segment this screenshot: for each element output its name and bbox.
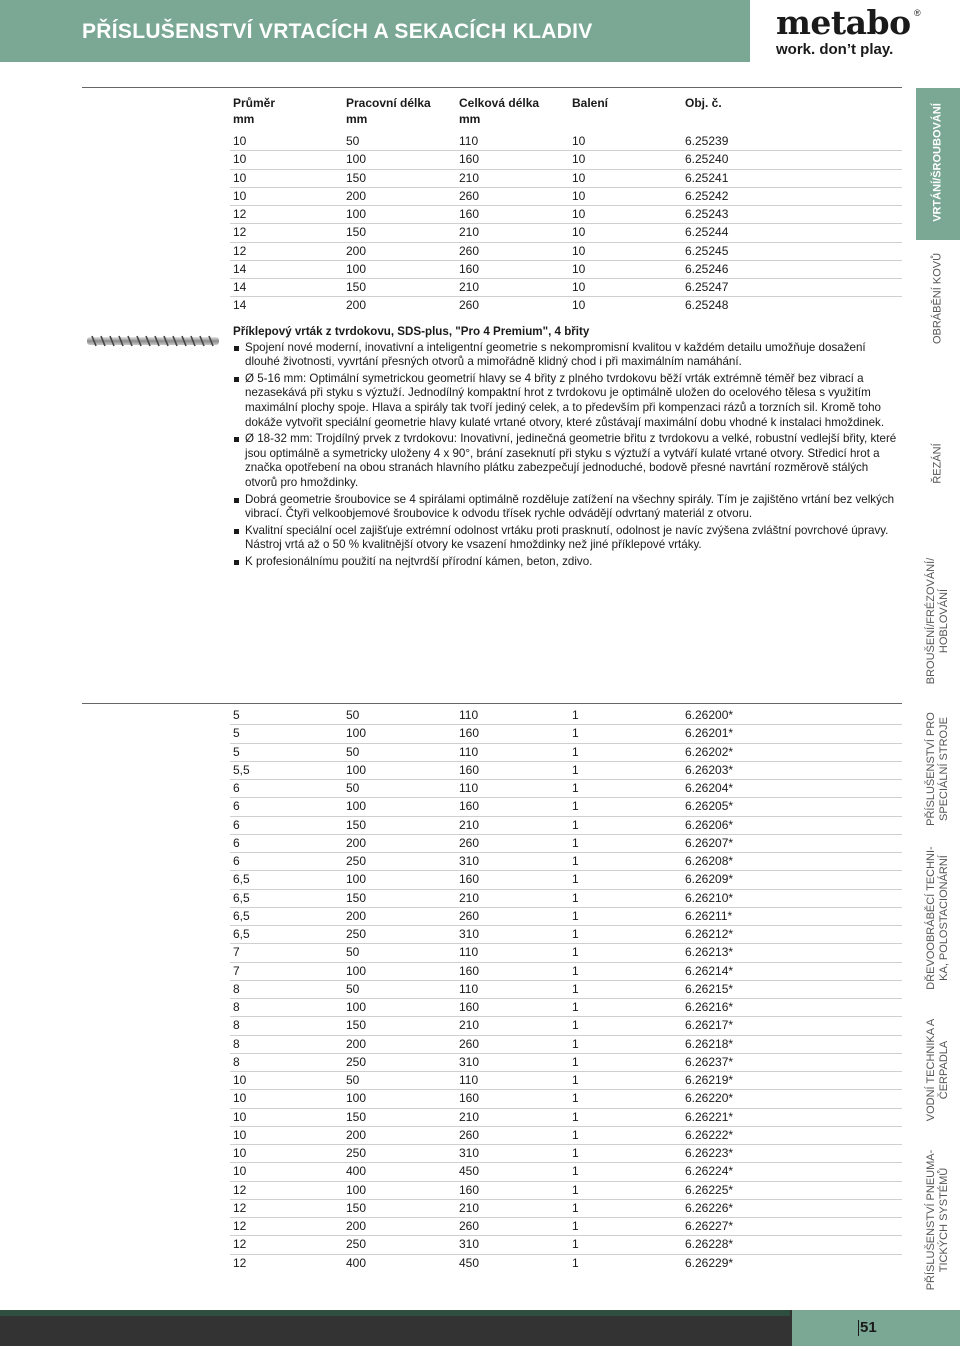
table-cell: 10 bbox=[233, 1109, 247, 1124]
header-divider bbox=[82, 87, 902, 88]
table-cell: 6 bbox=[233, 854, 240, 868]
table-cell: 100 bbox=[346, 872, 367, 887]
table-cell: 100 bbox=[346, 799, 367, 814]
side-tab[interactable]: BROUŠENÍ/FRÉZOVÁNÍ/ HOBLOVÁNÍ bbox=[925, 557, 950, 685]
table-cell: 100 bbox=[346, 726, 367, 741]
table-row bbox=[233, 907, 902, 925]
table-row bbox=[233, 1035, 902, 1053]
table-cell: 6.26201* bbox=[685, 726, 734, 741]
feature-item: K profesionálnímu použití na nejtvrdší přírodní kámen, beton, zdivo. bbox=[233, 555, 901, 570]
table-cell: 8 bbox=[233, 1018, 240, 1033]
table-cell: 10 bbox=[572, 188, 586, 203]
table-cell: 6.26223* bbox=[685, 1146, 734, 1160]
table-row bbox=[233, 706, 902, 724]
table-row bbox=[233, 1217, 902, 1235]
table-cell: 50 bbox=[346, 781, 360, 795]
table-cell: 160 bbox=[459, 762, 480, 777]
table-cell: 200 bbox=[346, 835, 367, 850]
table-cell: 6.25247 bbox=[685, 280, 729, 294]
table-cell: 10 bbox=[572, 152, 586, 167]
table-cell: 6.26214* bbox=[685, 963, 734, 978]
feature-item: Ø 18-32 mm: Trojdílný prvek z tvrdokovu: Inovativní, jedinečná geometrie břitu z tvrdokovu a velké, robustní vedlejší břity, které jsou optimálně a symetricky uloženy 4 x 90°, brání zaseknutí při styku s výztuží a vytváří kulaté vrtané otvory. Středicí hrot a značka opotřebení na obou stranách hlavního plátku zabezpečují jednoduché, bodově přesné navrtání rozměrově stálých otvorů pro hmoždinky. bbox=[233, 432, 901, 490]
product-title: Příklepový vrták z tvrdokovu, SDS-plus, "Pro 4 Premium", 4 břity bbox=[233, 325, 590, 338]
table-cell: 310 bbox=[459, 1146, 480, 1160]
table-cell: 6.26208* bbox=[685, 854, 734, 868]
table-cell: 210 bbox=[459, 280, 480, 294]
table-cell: 10 bbox=[572, 225, 586, 240]
table-cell: 1 bbox=[572, 1018, 579, 1033]
feature-item: Spojení nové moderní, inovativní a inteligentní geometrie s nekompromisní kvalitou v každém detailu umožňuje dosažení dlouhé životnosti, vyvrtání přesných otvorů a mimořádně klidný chod i při maximálním namáhání. bbox=[233, 341, 901, 370]
table-cell: 6.26211* bbox=[685, 908, 733, 923]
feature-list bbox=[233, 341, 901, 570]
table-row bbox=[233, 278, 902, 296]
column-header-working-length: Pracovní délka mm bbox=[346, 96, 431, 126]
table-cell: 10 bbox=[233, 1073, 247, 1087]
page-number: 51 bbox=[860, 1319, 877, 1336]
table-cell: 1 bbox=[572, 1091, 579, 1106]
table-cell: 210 bbox=[459, 890, 480, 905]
table-cell: 150 bbox=[346, 817, 367, 832]
table-row bbox=[233, 889, 902, 907]
table-cell: 210 bbox=[459, 817, 480, 832]
table-cell: 10 bbox=[233, 1146, 247, 1160]
table-cell: 6 bbox=[233, 817, 240, 832]
table-cell: 6 bbox=[233, 781, 240, 795]
table-cell: 12 bbox=[233, 1200, 247, 1215]
table-cell: 210 bbox=[459, 225, 480, 240]
table-row bbox=[233, 260, 902, 278]
table-cell: 6.26237* bbox=[685, 1054, 734, 1069]
table-row bbox=[233, 296, 902, 314]
table-cell: 260 bbox=[459, 1127, 480, 1142]
table-cell: 1 bbox=[572, 1200, 579, 1215]
table-cell: 10 bbox=[572, 261, 586, 276]
table-cell: 12 bbox=[233, 1255, 247, 1270]
table-cell: 6,5 bbox=[233, 908, 250, 923]
table-cell: 1 bbox=[572, 1219, 579, 1233]
table-cell: 1 bbox=[572, 817, 579, 832]
table-cell: 6.26227* bbox=[685, 1219, 734, 1233]
table-cell: 6.26225* bbox=[685, 1182, 734, 1197]
table-row bbox=[233, 834, 902, 852]
feature-item: Kvalitní speciální ocel zajišťuje extrémní odolnost vrtáku proti prasknutí, odolnost je navíc zvýšena zvláštní povrchové úpravy. Nástroj vrtá až o 50 % kvalitnější otvory ke vsazení hmoždinky než jiné příklepové vrtáky. bbox=[233, 524, 901, 553]
table-cell: 6.26221* bbox=[685, 1109, 734, 1124]
table-cell: 160 bbox=[459, 872, 480, 887]
table-cell: 6.26213* bbox=[685, 945, 734, 960]
table-cell: 10 bbox=[233, 152, 247, 167]
table-cell: 50 bbox=[346, 981, 360, 996]
table-cell: 250 bbox=[346, 1054, 367, 1069]
table-cell: 1 bbox=[572, 1164, 579, 1179]
table-cell: 10 bbox=[233, 1164, 247, 1179]
table-cell: 1 bbox=[572, 1182, 579, 1197]
table-row bbox=[233, 1016, 902, 1034]
table-cell: 450 bbox=[459, 1255, 480, 1270]
table-cell: 210 bbox=[459, 1109, 480, 1124]
table-row bbox=[233, 1235, 902, 1253]
column-header-pack: Balení bbox=[572, 96, 609, 110]
table-cell: 1 bbox=[572, 799, 579, 814]
table-cell: 6.25242 bbox=[685, 188, 729, 203]
table-cell: 250 bbox=[346, 854, 367, 868]
table-cell: 310 bbox=[459, 854, 480, 868]
table-cell: 1 bbox=[572, 762, 579, 777]
table-cell: 6.26219* bbox=[685, 1073, 734, 1087]
table-cell: 12 bbox=[233, 243, 247, 258]
table-row bbox=[233, 150, 902, 168]
side-tab[interactable]: PŘÍSLUŠENSTVÍ PRO SPECIÁLNÍ STROJE bbox=[925, 712, 950, 826]
side-tab[interactable]: VRTÁNÍ/ŠROUBOVÁNÍ bbox=[931, 103, 944, 222]
table-cell: 6.26216* bbox=[685, 1000, 734, 1014]
table-cell: 6.26222* bbox=[685, 1127, 734, 1142]
table-cell: 6.26205* bbox=[685, 799, 734, 814]
table-cell: 6.26207* bbox=[685, 835, 734, 850]
table-row bbox=[233, 1254, 902, 1272]
table-cell: 100 bbox=[346, 152, 367, 167]
table-cell: 5 bbox=[233, 726, 240, 741]
table-cell: 50 bbox=[346, 1073, 360, 1087]
table-cell: 6.25246 bbox=[685, 261, 729, 276]
table-cell: 6,5 bbox=[233, 890, 250, 905]
column-header-diameter: Průměr mm bbox=[233, 96, 276, 126]
table-cell: 100 bbox=[346, 1182, 367, 1197]
table-row bbox=[233, 998, 902, 1016]
table-cell: 150 bbox=[346, 225, 367, 240]
table-cell: 1 bbox=[572, 1127, 579, 1142]
table-cell: 110 bbox=[459, 134, 479, 148]
table-cell: 6.25245 bbox=[685, 243, 729, 258]
table-cell: 250 bbox=[346, 927, 367, 941]
table-cell: 12 bbox=[233, 1237, 247, 1252]
table-cell: 200 bbox=[346, 298, 367, 313]
table-cell: 6.26202* bbox=[685, 744, 734, 759]
table-cell: 6.26204* bbox=[685, 781, 734, 795]
table-cell: 160 bbox=[459, 207, 480, 221]
table-cell: 10 bbox=[233, 1091, 247, 1106]
side-tab[interactable]: DŘEVOOBRÁBĚCÍ TECHNI- KA, POLOSTACIONÁRNÍ bbox=[925, 846, 950, 990]
table-cell: 100 bbox=[346, 762, 367, 777]
table-cell: 200 bbox=[346, 1219, 367, 1233]
table-cell: 12 bbox=[233, 1219, 247, 1233]
table-cell: 6.26200* bbox=[685, 708, 734, 722]
table-cell: 160 bbox=[459, 152, 480, 167]
table-cell: 12 bbox=[233, 225, 247, 240]
page-title: PŘÍSLUŠENSTVÍ VRTACÍCH A SEKACÍCH KLADIV bbox=[82, 20, 593, 43]
logo-tagline: work. don’t play. bbox=[776, 41, 894, 58]
table-cell: 210 bbox=[459, 1018, 480, 1033]
table-row bbox=[233, 1162, 902, 1180]
table-cell: 200 bbox=[346, 188, 367, 203]
table-cell: 160 bbox=[459, 799, 480, 814]
table-cell: 200 bbox=[346, 1036, 367, 1051]
table-row bbox=[233, 1089, 902, 1107]
table-cell: 6.26206* bbox=[685, 817, 734, 832]
table-cell: 160 bbox=[459, 963, 480, 978]
table-row bbox=[233, 852, 902, 870]
table-cell: 6.25248 bbox=[685, 298, 729, 313]
table-cell: 6,5 bbox=[233, 872, 250, 887]
table-cell: 6.26217* bbox=[685, 1018, 734, 1033]
table-cell: 100 bbox=[346, 207, 367, 221]
table-cell: 260 bbox=[459, 835, 480, 850]
table-cell: 1 bbox=[572, 908, 579, 923]
table-cell: 1 bbox=[572, 872, 579, 887]
column-header-total-length: Celková délka mm bbox=[459, 96, 540, 126]
product-description bbox=[233, 325, 901, 572]
table-row bbox=[233, 724, 902, 742]
table-cell: 6.26220* bbox=[685, 1091, 734, 1106]
table-cell: 1 bbox=[572, 835, 579, 850]
table-cell: 150 bbox=[346, 170, 367, 185]
table-cell: 1 bbox=[572, 927, 579, 941]
side-tab[interactable]: ŘEZÁNÍ bbox=[931, 443, 944, 484]
table-row bbox=[233, 223, 902, 241]
table-cell: 200 bbox=[346, 243, 367, 258]
table-cell: 6.26215* bbox=[685, 981, 734, 996]
table-cell: 100 bbox=[346, 1091, 367, 1106]
table-cell: 200 bbox=[346, 1127, 367, 1142]
table-cell: 6.26210* bbox=[685, 890, 734, 905]
table-cell: 6.25240 bbox=[685, 152, 729, 167]
table-cell: 100 bbox=[346, 1000, 367, 1014]
table-row bbox=[233, 1181, 902, 1199]
table-cell: 150 bbox=[346, 1200, 367, 1215]
table-row bbox=[233, 761, 902, 779]
table-cell: 1 bbox=[572, 1237, 579, 1252]
table-row bbox=[233, 743, 902, 761]
table-row bbox=[233, 1108, 902, 1126]
drill-bit-image bbox=[86, 333, 220, 349]
table-cell: 50 bbox=[346, 708, 360, 722]
table-cell: 12 bbox=[233, 1182, 247, 1197]
table-row bbox=[233, 779, 902, 797]
table-cell: 10 bbox=[572, 243, 586, 258]
table-cell: 100 bbox=[346, 963, 367, 978]
table-cell: 1 bbox=[572, 945, 579, 960]
table-cell: 1 bbox=[572, 1255, 579, 1270]
table-cell: 6.26229* bbox=[685, 1255, 734, 1270]
table-cell: 8 bbox=[233, 1036, 240, 1051]
table-cell: 1 bbox=[572, 981, 579, 996]
table-cell: 160 bbox=[459, 261, 480, 276]
table-cell: 6.25239 bbox=[685, 134, 729, 148]
table-cell: 10 bbox=[572, 134, 586, 148]
table-cell: 160 bbox=[459, 1091, 480, 1106]
table-row bbox=[233, 870, 902, 888]
table-cell: 6 bbox=[233, 799, 240, 814]
table-cell: 1 bbox=[572, 1073, 579, 1087]
table-cell: 6.26203* bbox=[685, 762, 734, 777]
table-cell: 210 bbox=[459, 170, 480, 185]
table-cell: 1 bbox=[572, 1146, 579, 1160]
table-cell: 150 bbox=[346, 890, 367, 905]
table-cell: 10 bbox=[233, 170, 247, 185]
table-cell: 310 bbox=[459, 1054, 480, 1069]
table-cell: 250 bbox=[346, 1237, 367, 1252]
table-cell: 50 bbox=[346, 744, 360, 759]
table-row bbox=[233, 169, 902, 187]
table-cell: 6,5 bbox=[233, 927, 250, 941]
table-cell: 10 bbox=[572, 280, 586, 294]
table-cell: 400 bbox=[346, 1164, 367, 1179]
table-row bbox=[233, 797, 902, 815]
table-cell: 110 bbox=[459, 945, 479, 960]
table-cell: 260 bbox=[459, 908, 480, 923]
section-divider bbox=[82, 703, 902, 704]
table-cell: 6.26224* bbox=[685, 1164, 734, 1179]
table-cell: 1 bbox=[572, 744, 579, 759]
table-cell: 14 bbox=[233, 261, 247, 276]
table-cell: 260 bbox=[459, 1219, 480, 1233]
column-header-order-no: Obj. č. bbox=[685, 96, 722, 110]
table-cell: 1 bbox=[572, 1109, 579, 1124]
table-cell: 260 bbox=[459, 1036, 480, 1051]
table-row bbox=[233, 816, 902, 834]
table-cell: 7 bbox=[233, 945, 240, 960]
side-tab[interactable]: OBRÁBĚNÍ KOVŮ bbox=[931, 252, 944, 345]
table-row bbox=[233, 1126, 902, 1144]
table-cell: 14 bbox=[233, 280, 247, 294]
table-cell: 6.26228* bbox=[685, 1237, 734, 1252]
table-cell: 10 bbox=[233, 188, 247, 203]
table-cell: 310 bbox=[459, 1237, 480, 1252]
table-cell: 7 bbox=[233, 963, 240, 978]
table-cell: 400 bbox=[346, 1255, 367, 1270]
table-cell: 6.26209* bbox=[685, 872, 734, 887]
table-row bbox=[233, 980, 902, 998]
table-cell: 5 bbox=[233, 708, 240, 722]
table-cell: 1 bbox=[572, 963, 579, 978]
registered-mark: ® bbox=[914, 8, 921, 18]
table-cell: 10 bbox=[233, 134, 247, 148]
table-cell: 8 bbox=[233, 981, 240, 996]
table-row bbox=[233, 205, 902, 223]
table-cell: 210 bbox=[459, 1200, 480, 1215]
table-cell: 8 bbox=[233, 1054, 240, 1069]
table-row bbox=[233, 962, 902, 980]
table-cell: 160 bbox=[459, 726, 480, 741]
table-cell: 1 bbox=[572, 1000, 579, 1014]
table-cell: 450 bbox=[459, 1164, 480, 1179]
table-row bbox=[233, 187, 902, 205]
table-cell: 10 bbox=[233, 1127, 247, 1142]
table-cell: 12 bbox=[233, 207, 247, 221]
table-row bbox=[233, 925, 902, 943]
table-cell: 6 bbox=[233, 835, 240, 850]
table-cell: 110 bbox=[459, 781, 479, 795]
table-cell: 100 bbox=[346, 261, 367, 276]
table-cell: 50 bbox=[346, 945, 360, 960]
table-cell: 1 bbox=[572, 708, 579, 722]
table-cell: 10 bbox=[572, 298, 586, 313]
table-cell: 260 bbox=[459, 243, 480, 258]
logo-wordmark: metabo bbox=[776, 3, 911, 42]
table-cell: 160 bbox=[459, 1182, 480, 1197]
table-row bbox=[233, 242, 902, 260]
table-cell: 150 bbox=[346, 1109, 367, 1124]
table-cell: 6.26226* bbox=[685, 1200, 734, 1215]
table-cell: 1 bbox=[572, 890, 579, 905]
table-cell: 1 bbox=[572, 726, 579, 741]
table-cell: 110 bbox=[459, 981, 479, 996]
footer-accent-stripe bbox=[0, 1310, 790, 1316]
table-cell: 6.26212* bbox=[685, 927, 734, 941]
table-cell: 260 bbox=[459, 298, 480, 313]
table-cell: 200 bbox=[346, 908, 367, 923]
table-cell: 6.25241 bbox=[685, 170, 729, 185]
table-cell: 150 bbox=[346, 1018, 367, 1033]
table-row bbox=[233, 132, 902, 150]
table-cell: 250 bbox=[346, 1146, 367, 1160]
table-cell: 8 bbox=[233, 1000, 240, 1014]
table-cell: 160 bbox=[459, 1000, 480, 1014]
table-cell: 110 bbox=[459, 744, 479, 759]
table-cell: 5 bbox=[233, 744, 240, 759]
table-cell: 150 bbox=[346, 280, 367, 294]
table-cell: 310 bbox=[459, 927, 480, 941]
table-cell: 6.25243 bbox=[685, 207, 729, 221]
feature-item: Dobrá geometrie šroubovice se 4 spirálami optimálně rozděluje zatížení na všechny spirály. Tím je zajištěno vrtání bez velkých vibrací. Čtyři velkoobjemové šroubovice k odvodu třísek rychle odvádějí odvrtaný materiál z otvoru. bbox=[233, 493, 901, 522]
table-cell: 1 bbox=[572, 854, 579, 868]
side-tab[interactable]: VODNÍ TECHNIKA A ČERPADLA bbox=[925, 1018, 950, 1122]
table-cell: 6.26218* bbox=[685, 1036, 734, 1051]
side-tab[interactable]: PŘÍSLUŠENSTVÍ PNEUMA- TICKÝCH SYSTÉMŮ bbox=[925, 1149, 950, 1291]
table-cell: 50 bbox=[346, 134, 360, 148]
page-number-divider bbox=[858, 1320, 859, 1336]
table-cell: 110 bbox=[459, 1073, 479, 1087]
feature-item: Ø 5-16 mm: Optimální symetrickou geometrií hlavy se 4 břity z plného tvrdokovu běží vrták extrémně téměř bez vibrací a nezasekává při styku s výztuží. Jednodílný kompaktní hrot z tvrdokovu je optimálně uložen do ocelového tělesa s využitím maximální plochy spoje. Hlava a spirály tak tvoří jediný celek, a to především při kompenzaci rázů a torzních sil. Kromě toho dokáže vytvořit speciální geometrie hlavy kulaté vrtané otvory, které zůstávají maximální dobu vhodné k instalaci hmoždinek. bbox=[233, 372, 901, 430]
table-cell: 10 bbox=[572, 170, 586, 185]
table-cell: 10 bbox=[572, 207, 586, 221]
table-row bbox=[233, 1144, 902, 1162]
metabo-logo bbox=[776, 3, 926, 58]
table-row bbox=[233, 1053, 902, 1071]
table-cell: 6.25244 bbox=[685, 225, 729, 240]
table-cell: 1 bbox=[572, 1036, 579, 1051]
table-cell: 1 bbox=[572, 1054, 579, 1069]
table-row bbox=[233, 943, 902, 961]
table-cell: 260 bbox=[459, 188, 480, 203]
table-cell: 110 bbox=[459, 708, 479, 722]
table-cell: 14 bbox=[233, 298, 247, 313]
table-row bbox=[233, 1199, 902, 1217]
table-cell: 5,5 bbox=[233, 762, 250, 777]
table-cell: 1 bbox=[572, 781, 579, 795]
table-row bbox=[233, 1071, 902, 1089]
